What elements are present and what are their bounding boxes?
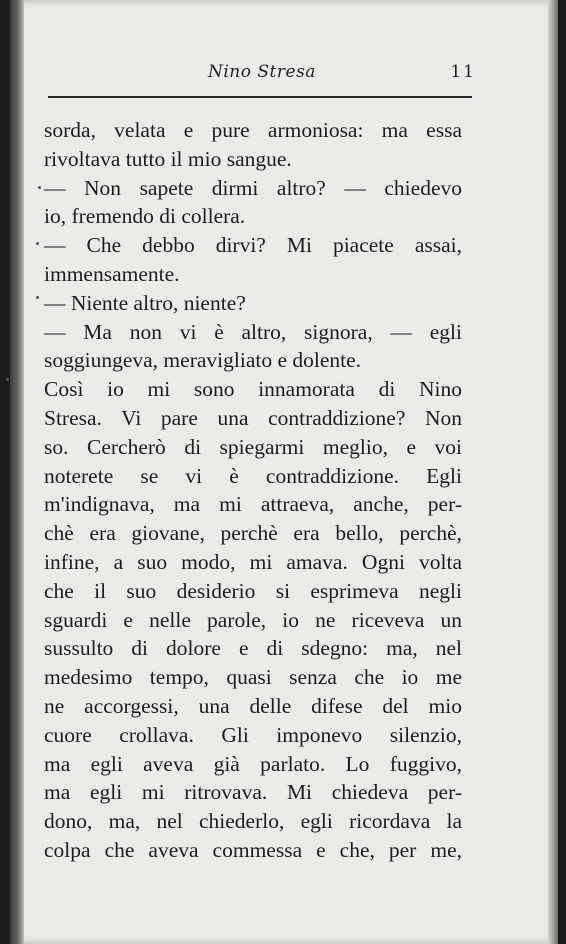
paper-speck bbox=[6, 378, 9, 381]
text-line: infine, a suo modo, mi amava. Ogni volta bbox=[44, 549, 462, 574]
text-line: Stresa. Vi pare una contraddizione? Non bbox=[44, 405, 462, 430]
paper-speck bbox=[36, 242, 39, 245]
text-line: ma egli mi ritrovava. Mi chiedeva per- bbox=[44, 780, 462, 805]
text-line: che il suo desiderio si esprimeva negli bbox=[44, 578, 462, 603]
paper-speck bbox=[36, 296, 39, 299]
text-line: soggiungeva, meravigliato e dolente. bbox=[44, 348, 362, 373]
page-header bbox=[48, 60, 476, 86]
text-line: immensamente. bbox=[44, 261, 180, 286]
paper-speck bbox=[38, 186, 41, 189]
text-line: io, fremendo di collera. bbox=[44, 204, 246, 229]
page-number: 11 bbox=[450, 62, 476, 82]
book-page bbox=[10, 0, 558, 944]
text-line: Così io mi sono innamorata di Nino bbox=[44, 377, 462, 402]
text-line: dono, ma, nel chiederlo, egli ricordava la bbox=[44, 809, 462, 834]
text-line: medesimo tempo, quasi senza che io me bbox=[44, 665, 462, 690]
text-line: — Niente altro, niente? bbox=[44, 290, 246, 315]
page-edge-shadow bbox=[548, 0, 558, 944]
book-spine-shadow bbox=[10, 0, 24, 944]
header-rule bbox=[48, 96, 472, 98]
text-line: sorda, velata e pure armoniosa: ma essa bbox=[44, 118, 462, 142]
text-line: cuore crollava. Gli imponevo silenzio, bbox=[44, 722, 462, 747]
text-line: ne accorgessi, una delle difese del mio bbox=[44, 693, 462, 718]
text-line: noterete se vi è contraddizione. Egli bbox=[44, 463, 462, 488]
body-text bbox=[44, 116, 462, 865]
text-line: sguardi e nelle parole, io ne riceveva un bbox=[44, 607, 462, 632]
text-line: chè era giovane, perchè era bello, perchè, bbox=[44, 521, 462, 546]
text-line: ma egli aveva già parlato. Lo fuggivo, bbox=[44, 751, 462, 776]
text-line: — Che debbo dirvi? Mi piacete assai, bbox=[44, 233, 462, 258]
text-line: so. Cercherò di spiegarmi meglio, e voi bbox=[44, 434, 462, 459]
text-line: — Non sapete dirmi altro? — chiedevo bbox=[44, 175, 462, 200]
text-line: sussulto di dolore e di sdegno: ma, nel bbox=[44, 636, 462, 661]
text-line: — Ma non vi è altro, signora, — egli bbox=[44, 319, 462, 344]
text-line: colpa che aveva commessa e che, per me, bbox=[44, 837, 462, 862]
text-line: rivoltava tutto il mio sangue. bbox=[44, 146, 292, 171]
text-line: m'indignava, ma mi attraeva, anche, per- bbox=[44, 492, 462, 517]
running-title: Nino Stresa bbox=[208, 62, 316, 82]
